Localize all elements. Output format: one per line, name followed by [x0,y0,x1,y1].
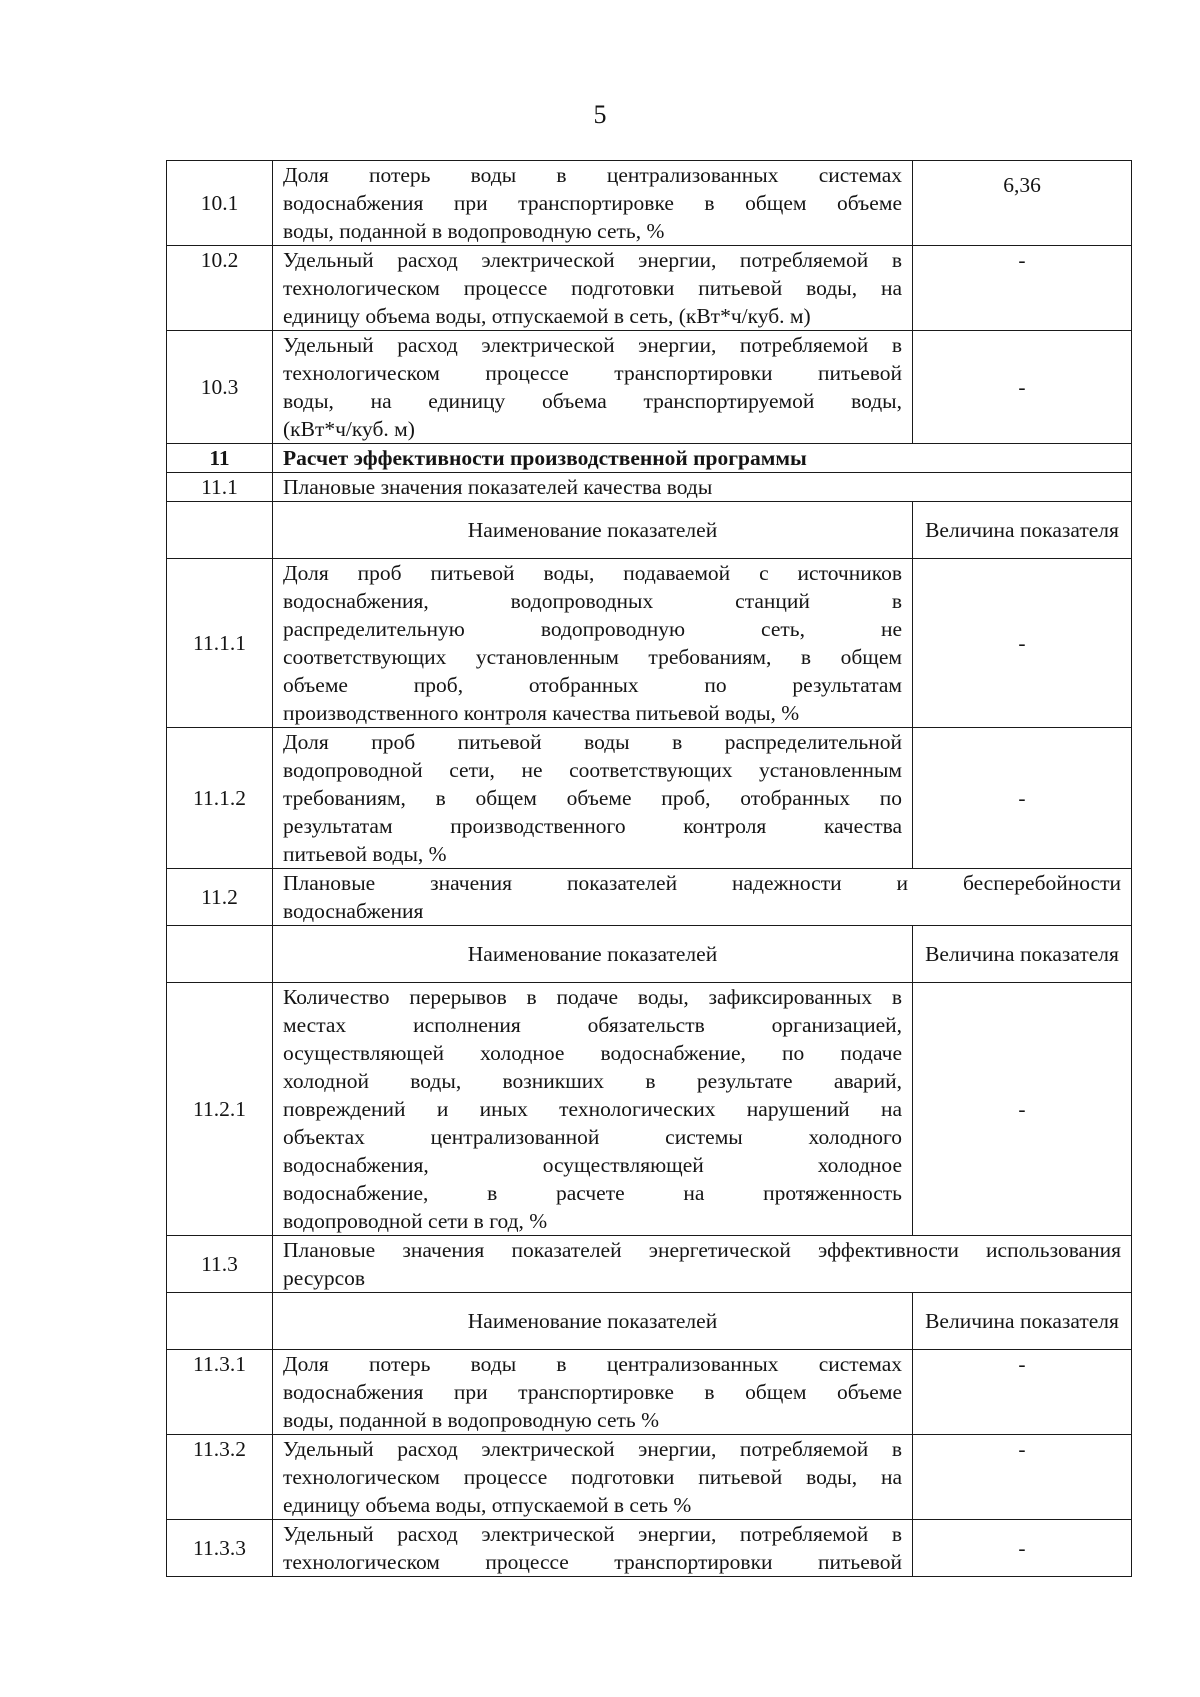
text-line: Удельный расход электрической энергии, потребляемой в [283,1522,902,1546]
text-line: Доля проб питьевой воды, подаваемой с источников [283,561,902,585]
text-line: водоснабжение, в расчете на протяженность [283,1181,902,1205]
table-row-11-3-2 [167,1435,1132,1520]
text-line: Количество перерывов в подаче воды, зафиксированных в [283,985,902,1009]
column-header-value: Величина показателя [913,926,1132,983]
indicator-value: - [913,728,1132,869]
empty-cell [167,502,273,559]
text-line: единицу объема воды, отпускаемой в сеть, (кВт*ч/куб. м) [283,304,811,328]
text-line: Удельный расход электрической энергии, потребляемой в [283,1437,902,1461]
section-title [273,1236,1132,1293]
text-line: результатам производственного контроля качества [283,814,902,838]
table-row-10-1 [167,161,1132,246]
section-number: 11 [167,444,273,473]
text-line: технологическом процессе транспортировки питьевой [283,361,902,385]
row-number: 11.1.1 [167,559,273,728]
text-line: питьевой воды, % [283,842,447,866]
row-number: 11.1.2 [167,728,273,869]
table-row-11-1-2 [167,728,1132,869]
header-row [167,1293,1132,1350]
section-row-11 [167,444,1132,473]
indicator-value: - [913,246,1132,331]
subsection-row-11-1 [167,473,1132,502]
indicator-name [273,983,913,1236]
text-line: водоснабжения, осуществляющей холодное [283,1153,902,1177]
column-header-name: Наименование показателей [273,502,913,559]
text-line: Доля потерь воды в централизованных системах [283,163,902,187]
text-line: Доля проб питьевой воды в распределительной [283,730,902,754]
text-line: Удельный расход электрической энергии, потребляемой в [283,333,902,357]
text-line: водоснабжения [283,899,424,923]
text-line: водопроводной сети, не соответствующих установленным [283,758,902,782]
row-number: 10.1 [167,161,273,246]
indicator-value: - [913,1350,1132,1435]
row-number: 11.3.1 [167,1350,273,1435]
indicator-name [273,728,913,869]
page-number: 5 [593,100,607,129]
column-header-value: Величина показателя [913,1293,1132,1350]
section-number: 11.2 [167,869,273,926]
indicator-value: - [913,1435,1132,1520]
text-line: требованиям, в общем объеме проб, отобранных по [283,786,902,810]
text-line: производственного контроля качества питьевой воды, % [283,701,800,725]
indicator-name [273,1520,913,1577]
indicator-value: - [913,331,1132,444]
text-line: Плановые значения показателей надежности и бесперебойности [283,871,1121,895]
text-line: водопроводной сети в год, % [283,1209,548,1233]
text-line: технологическом процессе подготовки питьевой воды, на [283,276,902,300]
row-number: 11.3.2 [167,1435,273,1520]
text-line: объектах централизованной системы холодного [283,1125,902,1149]
table-row-10-3 [167,331,1132,444]
text-line: Плановые значения показателей энергетической эффективности использования [283,1238,1121,1262]
text-line: водоснабжения, водопроводных станций в [283,589,902,613]
text-line: технологическом процессе транспортировки питьевой [283,1550,902,1574]
subsection-row-11-2 [167,869,1132,926]
indicator-name [273,246,913,331]
empty-cell [167,1293,273,1350]
indicator-value: 6,36 [913,161,1132,246]
text-line: местах исполнения обязательств организацией, [283,1013,902,1037]
indicator-name [273,1435,913,1520]
text-line: повреждений и иных технологических нарушений на [283,1097,902,1121]
text-line: осуществляющей холодное водоснабжение, по подаче [283,1041,902,1065]
section-title: Расчет эффективности производственной программы [273,444,1132,473]
row-number: 11.2.1 [167,983,273,1236]
text-line: технологическом процессе подготовки питьевой воды, на [283,1465,902,1489]
indicators-table [166,160,1132,1577]
section-title: Плановые значения показателей качества воды [273,473,1132,502]
indicator-value: - [913,559,1132,728]
table-row-11-3-1 [167,1350,1132,1435]
text-line: водоснабжения при транспортировке в общем объеме [283,1380,902,1404]
text-line: Удельный расход электрической энергии, потребляемой в [283,248,902,272]
column-header-name: Наименование показателей [273,1293,913,1350]
empty-cell [167,926,273,983]
text-line: Доля потерь воды в централизованных системах [283,1352,902,1376]
indicator-name [273,559,913,728]
text-line: холодной воды, возникших в результате аварий, [283,1069,902,1093]
indicator-name [273,331,913,444]
indicator-name [273,1350,913,1435]
row-number: 10.3 [167,331,273,444]
row-number: 10.2 [167,246,273,331]
header-row [167,502,1132,559]
header-row [167,926,1132,983]
text-line: воды, поданной в водопроводную сеть, % [283,219,665,243]
text-line: воды, на единицу объема транспортируемой воды, [283,389,902,413]
indicator-value: - [913,983,1132,1236]
text-line: объеме проб, отобранных по результатам [283,673,902,697]
indicator-name [273,161,913,246]
text-line: соответствующих установленным требованиям, в общем [283,645,902,669]
text-line: водоснабжения при транспортировке в общем объеме [283,191,902,215]
column-header-name: Наименование показателей [273,926,913,983]
subsection-row-11-3 [167,1236,1132,1293]
table-row-11-2-1 [167,983,1132,1236]
text-line: (кВт*ч/куб. м) [283,417,415,441]
section-number: 11.3 [167,1236,273,1293]
text-line: воды, поданной в водопроводную сеть % [283,1408,659,1432]
table-row-11-3-3 [167,1520,1132,1577]
row-number: 11.3.3 [167,1520,273,1577]
section-number: 11.1 [167,473,273,502]
table-row-11-1-1 [167,559,1132,728]
text-line: распределительную водопроводную сеть, не [283,617,902,641]
text-line: ресурсов [283,1266,366,1290]
section-title [273,869,1132,926]
indicator-value: - [913,1520,1132,1577]
column-header-value: Величина показателя [913,502,1132,559]
text-line: единицу объема воды, отпускаемой в сеть % [283,1493,692,1517]
table-row-10-2 [167,246,1132,331]
